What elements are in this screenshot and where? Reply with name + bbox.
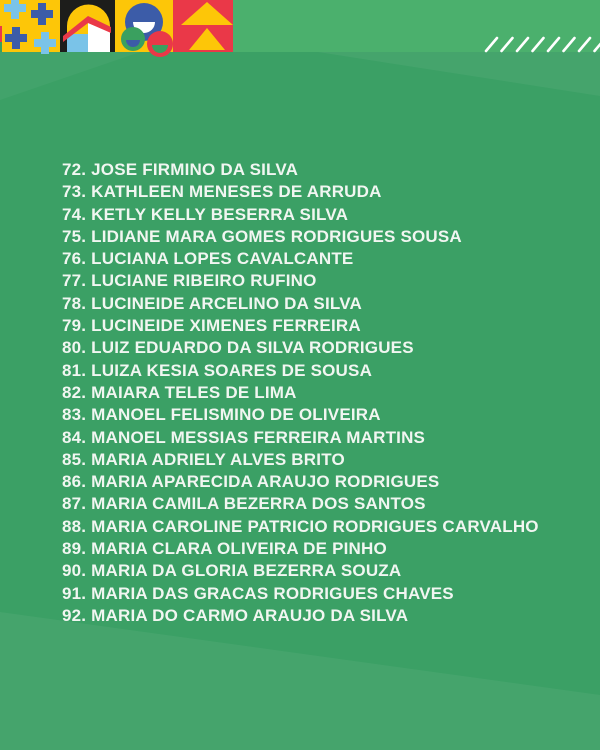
list-item: 74. KETLY KELLY BESERRA SILVA (62, 204, 349, 224)
list-item: 89. MARIA CLARA OLIVEIRA DE PINHO (62, 539, 387, 559)
list-item: 76. LUCIANA LOPES CAVALCANTE (62, 249, 354, 269)
faces-tile-icon (115, 0, 173, 57)
crosses-tile-icon (2, 0, 60, 54)
list-item: 92. MARIA DO CARMO ARAUJO DA SILVA (62, 605, 409, 625)
diagonal-slashes-icon (484, 36, 600, 53)
list-item: 73. KATHLEEN MENESES DE ARRUDA (62, 182, 382, 202)
house-sun-tile-icon (60, 0, 115, 52)
list-item: 78. LUCINEIDE ARCELINO DA SILVA (62, 293, 362, 313)
list-item: 84. MANOEL MESSIAS FERREIRA MARTINS (62, 427, 426, 447)
edge-sliver-tile-icon (0, 0, 2, 52)
list-item: 90. MARIA DA GLORIA BEZERRA SOUZA (62, 561, 402, 581)
list-item: 82. MAIARA TELES DE LIMA (62, 382, 297, 402)
list-item: 80. LUIZ EDUARDO DA SILVA RODRIGUES (62, 338, 414, 358)
list-item: 72. JOSE FIRMINO DA SILVA (62, 160, 299, 179)
list-item: 85. MARIA ADRIELY ALVES BRITO (62, 449, 345, 469)
list-item: 86. MARIA APARECIDA ARAUJO RODRIGUES (62, 472, 440, 492)
mountains-tile-icon (173, 0, 233, 52)
list-item: 75. LIDIANE MARA GOMES RODRIGUES SOUSA (62, 226, 462, 246)
list-item: 81. LUIZA KESIA SOARES DE SOUSA (62, 360, 373, 380)
list-item: 87. MARIA CAMILA BEZERRA DOS SANTOS (62, 494, 426, 514)
list-item: 91. MARIA DAS GRACAS RODRIGUES CHAVES (62, 583, 454, 603)
list-item: 79. LUCINEIDE XIMENES FERREIRA (62, 316, 361, 336)
name-list (62, 159, 582, 627)
list-item: 83. MANOEL FELISMINO DE OLIVEIRA (62, 405, 381, 425)
list-item: 88. MARIA CAROLINE PATRICIO RODRIGUES CARVALHO (62, 516, 539, 536)
list-item: 77. LUCIANE RIBEIRO RUFINO (62, 271, 317, 291)
brand-tiles (0, 0, 236, 57)
